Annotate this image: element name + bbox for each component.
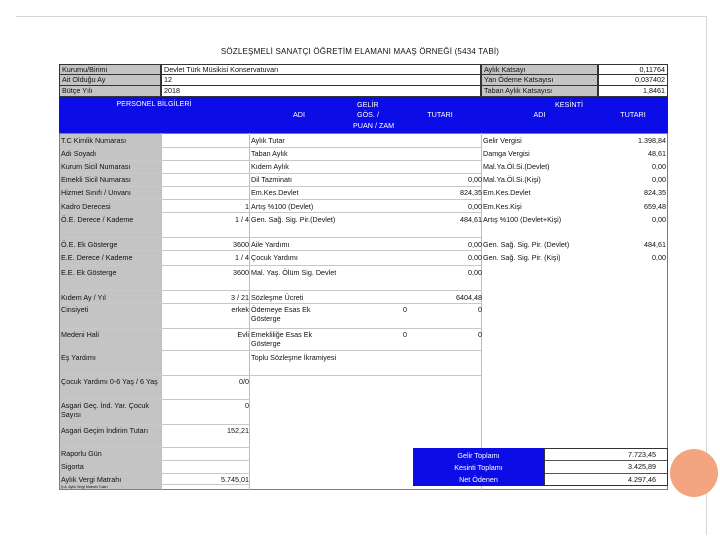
personel-label: Ş.A. Aylık Vergi Matrahı Tutarı [61, 485, 108, 489]
row-sep [60, 399, 250, 400]
row-sep [60, 173, 481, 174]
row-sep [60, 237, 481, 238]
yil-label: Bütçe Yılı [62, 86, 93, 95]
kurum-value-cell [161, 64, 481, 75]
row-sep [60, 375, 481, 376]
row-sep [60, 160, 481, 161]
gelir-name: Toplu Sözleşme İkramiyesi [251, 353, 337, 362]
kesinti-tutar-header: TUTARI [620, 110, 646, 119]
kesinti-tutar: 0,00 [652, 253, 666, 262]
personel-label: Çocuk Yardımı 0-6 Yaş / 6 Yaş [61, 377, 158, 386]
gelir-tutar-header: TUTARI [427, 110, 453, 119]
personel-value: 1 / 4 [235, 253, 249, 262]
gelir-gos: 0 [403, 330, 407, 339]
ay-label-cell [59, 75, 161, 86]
katsayi-label: Aylık Katsayı [484, 65, 526, 74]
personel-label: Ö.E. Derece / Kademe [61, 215, 134, 224]
row-sep [60, 328, 481, 329]
kesinti-toplami-label: Kesinti Toplamı [454, 463, 503, 472]
kesinti-tutar: 659,48 [644, 202, 666, 211]
personel-label: Asgari Geç. İnd. Yar. Çocuk Sayısı [61, 401, 150, 419]
gelir-tutar: 0,00 [468, 240, 482, 249]
personel-label: Kıdem Ay / Yıl [61, 293, 106, 302]
taban-value: 1,8461 [643, 86, 665, 95]
row-sep [60, 147, 481, 148]
personel-value: 1 [245, 202, 249, 211]
personel-value: 1 / 4 [235, 215, 249, 224]
kesinti-tutar: 1.398,84 [638, 136, 666, 145]
katsayi-value-cell [598, 64, 668, 75]
ay-value: 12 [164, 75, 172, 84]
personel-label: Adı Soyadı [61, 149, 97, 158]
personel-label: Emekli Sicil Numarası [61, 175, 131, 184]
yil-label-cell [59, 86, 161, 97]
gos-header: GÖS. / [357, 110, 379, 119]
personel-label: Cinsiyeti [61, 305, 89, 314]
gelir-header: GELİR [357, 100, 379, 109]
personel-label: T.C Kimlik Numarası [61, 136, 127, 145]
kesinti-tutar: 0,00 [652, 162, 666, 171]
personel-value: 5.745,01 [221, 475, 249, 484]
kesinti-name: Damga Vergisi [483, 149, 530, 158]
kesinti-header: KESİNTİ [555, 100, 583, 109]
ay-value-cell [161, 75, 481, 86]
yil-value: 2018 [164, 86, 180, 95]
kesinti-tutar: 0,00 [652, 175, 666, 184]
katsayi-label-cell [481, 64, 598, 75]
kesinti-tutar: 484,61 [644, 240, 666, 249]
gelir-name: Mal. Yaş. Ölüm Sig. Devlet [251, 268, 337, 277]
gelir-name: Emekliliğe Esas Ek Gösterge [251, 330, 313, 348]
gelir-name: Dil Tazminatı [251, 175, 293, 184]
kesinti-name: Em.Kes.Devlet [483, 188, 531, 197]
ay-label: Ait Olduğu Ay [62, 75, 106, 84]
gelir-name: Aylık Tutar [251, 136, 285, 145]
net-odenen-label: Net Ödenen [459, 475, 498, 484]
kesinti-name: Em.Kes.Kişi [483, 202, 522, 211]
kesinti-tutar: 824,35 [644, 188, 666, 197]
row-sep [60, 447, 250, 448]
row-sep [60, 350, 481, 351]
gelir-tutar: 824,35 [460, 188, 482, 197]
personel-value: 3600 [233, 268, 249, 277]
personel-label: Kurum Sicil Numarası [61, 162, 131, 171]
personel-value: 3 / 21 [231, 293, 249, 302]
gelir-name: Çocuk Yardımı [251, 253, 298, 262]
gelir-name: Gen. Sağ. Sig. Pir.(Devlet) [251, 215, 336, 224]
row-sep [60, 460, 250, 461]
gelir-name: Em.Kes.Devlet [251, 188, 299, 197]
puan-header: PUAN / ZAM [353, 121, 395, 130]
yil-value-cell [161, 86, 481, 97]
personel-value: Evli [237, 330, 249, 339]
row-sep [545, 460, 667, 461]
kesinti-name: Artış %100 (Devlet+Kişi) [483, 215, 562, 224]
gelir-name: Artış %100 (Devlet) [251, 202, 314, 211]
row-sep [60, 303, 481, 304]
gelir-tutar: 0 [478, 330, 482, 339]
personel-header: PERSONEL BİLGİLERİ [116, 99, 192, 108]
row-sep [60, 290, 481, 291]
personel-label: Kadro Derecesi [61, 202, 111, 211]
gelir-gos: 0 [403, 305, 407, 314]
personel-label: Sigorta [61, 462, 84, 471]
gelir-tutar: 0,00 [468, 175, 482, 184]
personel-label: E.E. Ek Gösterge [61, 268, 117, 277]
gelir-name: Ödemeye Esas Ek Gösterge [251, 305, 311, 323]
personel-label: E.E. Derece / Kademe [61, 253, 133, 262]
personel-value: erkek [231, 305, 249, 314]
yan-label-cell [481, 75, 598, 86]
taban-label-cell [481, 86, 598, 97]
personel-label: Raporlu Gün [61, 449, 102, 458]
row-sep [60, 424, 250, 425]
personel-value: 0/0 [239, 377, 249, 386]
row-sep [60, 250, 481, 251]
gelir-toplami-label: Gelir Toplamı [457, 451, 500, 460]
gelir-tutar: 0,00 [468, 253, 482, 262]
personel-value: 152,21 [227, 426, 249, 435]
kesinti-name: Mal.Ya.Öl.Si.(Kişi) [483, 175, 541, 184]
row-sep [60, 212, 481, 213]
kesinti-tutar: 48,61 [648, 149, 666, 158]
kurum-label: Kurumu/Birimi [62, 65, 108, 74]
personel-label: Eş Yardımı [61, 353, 96, 362]
taban-label: Taban Aylık Katsayısı [484, 86, 553, 95]
row-sep [60, 199, 481, 200]
net-odenen-value: 4.297,46 [628, 475, 656, 484]
kurum-label-cell [59, 64, 161, 75]
gelir-tutar: 0,00 [468, 268, 482, 277]
row-sep [60, 186, 481, 187]
personel-value: 3600 [233, 240, 249, 249]
kurum-value: Devlet Türk Müsikisi Konservatuvarı [164, 65, 279, 74]
row-sep [60, 473, 250, 474]
yan-value-cell [598, 75, 668, 86]
row-sep [60, 265, 481, 266]
personel-label: Hizmet Sınıfı / Unvanı [61, 188, 131, 197]
kesinti-name: Mal.Ya.Öl.Si.(Devlet) [483, 162, 550, 171]
row-sep [545, 473, 667, 474]
gelir-tutar: 0 [478, 305, 482, 314]
gelir-adi-header: ADI [293, 110, 305, 119]
gelir-tutar: 6404,48 [456, 293, 482, 302]
gelir-tutar: 0,00 [468, 202, 482, 211]
kesinti-name: Gelir Vergisi [483, 136, 522, 145]
kesinti-tutar: 0,00 [652, 215, 666, 224]
personel-label: Ö.E. Ek Gösterge [61, 240, 118, 249]
yan-label: Yan Ödeme Katsayısı [484, 75, 554, 84]
page-title: SÖZLEŞMELİ SANATÇI ÖĞRETİM ELAMANI MAAŞ ÖRNEĞİ (5434 TABİ) [220, 47, 500, 56]
personel-label: Asgari Geçim İndirim Tutarı [61, 426, 149, 435]
personel-label: Medeni Hali [61, 330, 99, 339]
gelir-name: Aile Yardımı [251, 240, 290, 249]
gelir-tutar: 484,61 [460, 215, 482, 224]
kesinti-adi-header: ADI [533, 110, 546, 119]
gelir-name: Kıdem Aylık [251, 162, 289, 171]
kesinti-name: Gen. Sağ. Sig. Pir. (Kişi) [483, 253, 561, 262]
personel-label: Aylık Vergi Matrahı [61, 475, 122, 484]
kesinti-toplami-value: 3.425,89 [628, 462, 656, 471]
gelir-toplami-value: 7.723,45 [628, 450, 656, 459]
gelir-name: Sözleşme Ücreti [251, 293, 304, 302]
yan-value: 0,037402 [635, 75, 665, 84]
decorative-circle [670, 449, 718, 497]
katsayi-value: 0,11764 [639, 65, 665, 74]
kesinti-name: Gen. Sağ. Sig. Pir. (Devlet) [483, 240, 570, 249]
gelir-name: Taban Aylık [251, 149, 288, 158]
taban-value-cell [598, 86, 668, 97]
personel-value: 0 [245, 401, 249, 410]
